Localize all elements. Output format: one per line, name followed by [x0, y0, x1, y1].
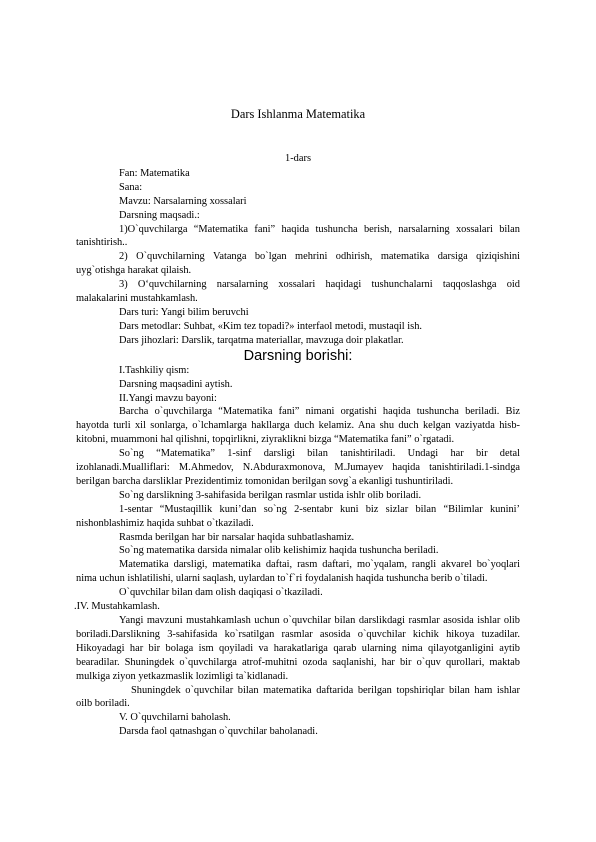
- paragraph-1: Barcha o`quvchilarga “Matematika fani” nimani orgatishi haqida tushuncha beriladi. Biz hayotda turli xil sonlarga, o`lchamlarga hakllarga duch kelamiz. Ana shu duch kelgan vaziyatda hisb-kitobni, muammoni hal qilishni, topqirlikni, ziyraklikni bizga “Matematika fani” o`rgatadi.: [76, 406, 520, 446]
- equipment-line: Dars jihozlari: Darslik, tarqatma materiallar, mavzuga doir plakatlar.: [119, 334, 404, 346]
- state-goal-line: Darsning maqsadini aytish.: [119, 378, 233, 390]
- paragraph-8: O`quvchilar bilan dam olish daqiqasi o`tkaziladi.: [119, 587, 323, 599]
- assessment-heading: V. O`quvchilarni baholash.: [119, 712, 231, 724]
- paragraph-5: Rasmda berilgan har bir narsalar haqida suhbatlashamiz.: [119, 531, 355, 543]
- document-body: [76, 152, 520, 739]
- org-part-heading: I.Tashkiliy qism:: [119, 364, 190, 376]
- paragraph-7: Matematika darsligi, matematika daftai, rasm daftari, mo`yqalam, rangli akvarel bo`yoqlari nima uchun ishlatilishi, ularni saqlash, uylardan to`f`ri foydalanish haqida tushuncha berib o`tiladi.: [76, 559, 520, 585]
- topic-line: Mavzu: Narsalarning xossalari: [119, 195, 247, 207]
- document-title: Dars Ishlanma Matematika: [230, 107, 366, 121]
- paragraph-4: 1-sentar “Mustaqillik kuni’dan so`ng 2-sentabr kuni biz sizlar bilan “Bilimlar kunini’ nishonblashimiz haqida suhbat o`tkaziladi.: [76, 503, 520, 529]
- methods-line: Dars metodlar: Suhbat, «Kim tez topadi?» interfaol metodi, mustaqil ish.: [119, 320, 422, 332]
- paragraph-2: So`ng “Matematika” 1-sinf darsligi bilan tanishtiriladi. Undagi har bir detal izohlanadi.Mualliflari: M.Ahmedov, N.Abduraxmonova, M.Jumayev haqida tanishtiriladi.1-sindga berilgan barcha darsliklar Prezidentimiz tomonidan berilgan sovg`a ekanligi tushuntiriladi.: [76, 448, 520, 487]
- reinforcement-heading: .ΙV. Mustahkamlash.: [74, 601, 160, 613]
- paragraph-3: So`ng darslikning 3-sahifasida berilgan rasmlar ustida ishlr olib boriladi.: [119, 489, 422, 501]
- progress-heading: Darsning borishi:: [243, 347, 353, 364]
- goal-item-2: 2) O`quvchilarning Vatanga bo`lgan mehrini odhirish, matematika darsiga qiziqishini uyg`otishga harakat qilaish.: [76, 251, 520, 277]
- lesson-number: 1-dars: [285, 153, 311, 164]
- goal-item-1: 1)O`quvchilarga “Matematika fani” haqida tushuncha berish, narsalarning xossalari bilan tanishtirish..: [76, 223, 520, 249]
- paragraph-9: Yangi mavzuni mustahkamlash uchun o`quvchilar bilan darslikdagi rasmlar asosida ishlar olib boriladi.Darslikning 3-sahifasida ko`rsatilgan rasmlar asosida o`quvchilar kichik hikoya tuzadilar. Hikoyadagi har bir bolaga ism qoyiladi va harakatlariga qarab ularning nima qilayotganligini aytib bearadilar. Shuningdek o`quvchilarga atrof-muhitni ozoda saqlanishi, har bir o`quv qurollari, maktab mulkiga ziyon yetkazmaslik lozimligi ta`kidlanadi.: [76, 615, 520, 682]
- paragraph-10: Shuningdek o`quvchilar bilan matematika daftarida berilgan topshiriqlar bilan ham ishlar oilb boriladi.: [76, 684, 520, 710]
- goal-item-3: 3) O‘quvchilarning narsalarning xossalari haqidagi tushunchalarni taqqoslashga oid malakalarini mustahkamlash.: [76, 279, 520, 305]
- new-topic-heading: II.Yangi mavzu bayoni:: [119, 392, 217, 404]
- date-line: Sana:: [119, 181, 143, 193]
- lesson-type-line: Dars turi: Yangi bilim beruvchi: [119, 306, 249, 318]
- assessment-text: Darsda faol qatnashgan o`quvchilar baholanadi.: [119, 726, 318, 738]
- goal-heading: Darsning maqsadi.:: [119, 209, 200, 221]
- subject-line: Fan: Matematika: [119, 167, 190, 179]
- paragraph-6: So`ng matematika darsida nimalar olib kelishimiz haqida tushuncha beriladi.: [119, 545, 439, 557]
